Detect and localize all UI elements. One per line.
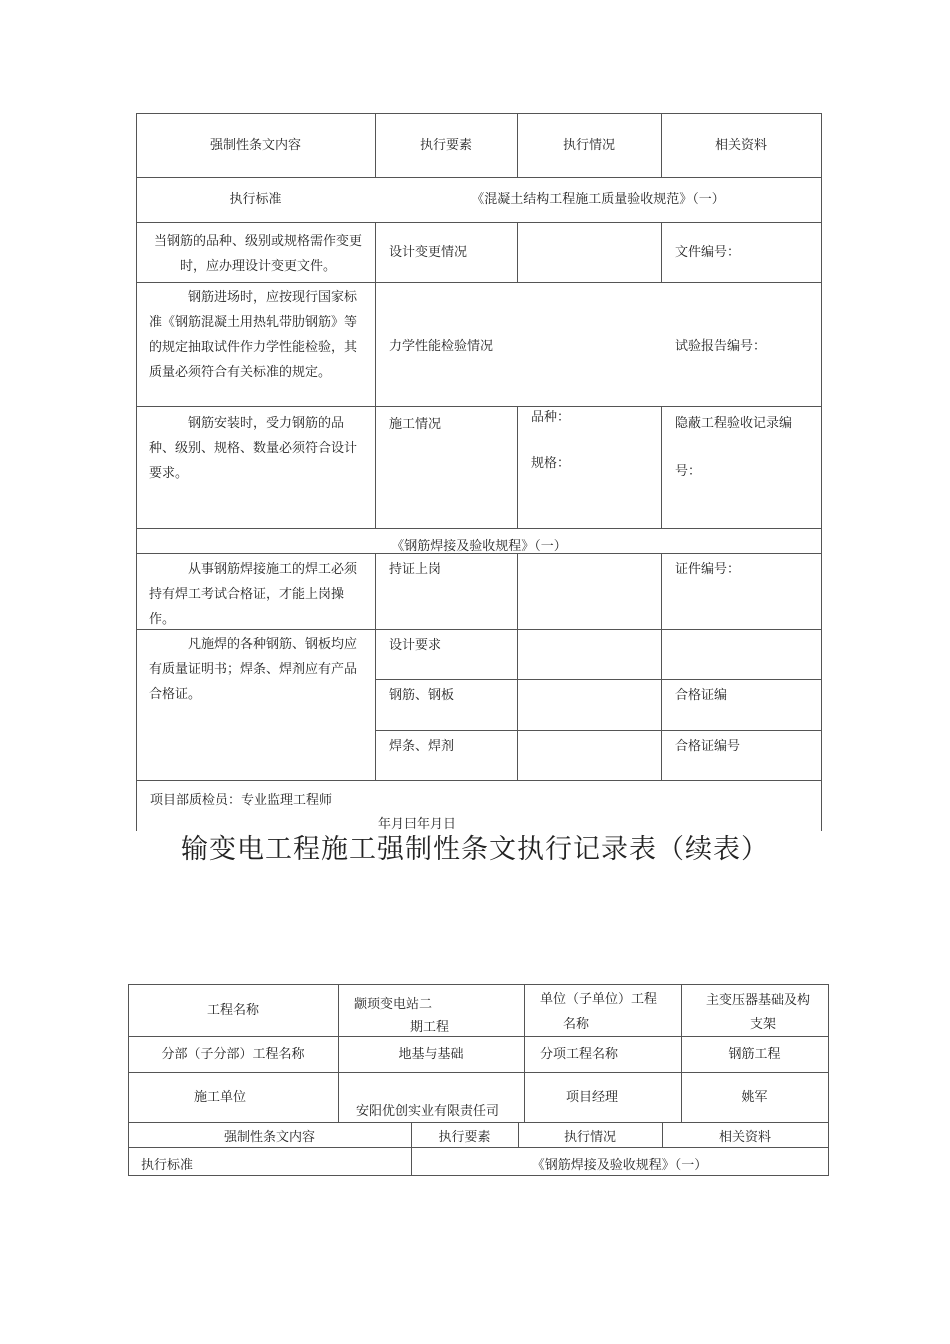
table-border bbox=[661, 553, 662, 780]
header-status: 执行情况 bbox=[562, 138, 615, 153]
docs-text: 隐蔽工程验收记录编 bbox=[675, 416, 793, 431]
table-border bbox=[661, 406, 662, 528]
item-value: 钢筋工程 bbox=[728, 1047, 781, 1062]
header-clause: 强制性条文内容 bbox=[209, 138, 301, 153]
element-text: 焊条、焊剂 bbox=[389, 739, 455, 754]
header-status: 执行情况 bbox=[563, 1130, 616, 1145]
table-border bbox=[128, 1036, 829, 1037]
unit-name-label: 单位（子单位）工程 bbox=[540, 992, 658, 1007]
table-border bbox=[136, 113, 137, 831]
header-element: 执行要素 bbox=[438, 1130, 491, 1145]
docs-text: 合格证编 bbox=[675, 688, 728, 703]
division-value: 地基与基础 bbox=[398, 1047, 464, 1062]
clause-text: 凡施焊的各种钢筋、钢板均应有质量证明书；焊条、焊剂应有产品合格证。 bbox=[149, 637, 358, 702]
table-border bbox=[821, 113, 822, 831]
signature-line: 项目部质检员：专业监理工程师 bbox=[150, 793, 333, 808]
table-border bbox=[136, 113, 822, 114]
header-docs: 相关资料 bbox=[718, 1130, 771, 1145]
clause-text: 从事钢筋焊接施工的焊工必须持有焊工考试合格证，才能上岗操作。 bbox=[149, 562, 358, 627]
standard-name: 《钢筋焊接及验收规程》（一） bbox=[531, 1158, 708, 1173]
table-border bbox=[375, 222, 376, 528]
project-name-label: 工程名称 bbox=[206, 1003, 259, 1018]
table-border bbox=[136, 177, 822, 178]
docs-text: 证件编号： bbox=[675, 562, 741, 577]
table-border bbox=[517, 222, 518, 282]
contractor-label: 施工单位 bbox=[193, 1090, 246, 1105]
table-border bbox=[828, 984, 829, 1176]
element-text: 施工情况 bbox=[389, 417, 442, 432]
date-line: 年月曰年月日 bbox=[378, 817, 457, 832]
element-text: 设计变更情况 bbox=[389, 245, 468, 260]
element-text: 持证上岗 bbox=[389, 562, 442, 577]
standard-label: 执行标准 bbox=[229, 192, 282, 207]
clause-text: 钢筋进场时，应按现行国家标准《钢筋混凝土用热轧带肋钢筋》等的规定抽取试件作力学性能检验，其质量必须符合有关标准的规定。 bbox=[149, 290, 358, 380]
header-docs: 相关资料 bbox=[714, 138, 767, 153]
header-element: 执行要素 bbox=[419, 138, 472, 153]
table-border bbox=[136, 406, 822, 407]
unit-name-value: 支架 bbox=[750, 1017, 777, 1032]
unit-name-label: 名称 bbox=[563, 1017, 590, 1032]
table-border bbox=[136, 528, 822, 529]
table-border bbox=[375, 553, 376, 780]
status-variety: 品种： bbox=[531, 410, 571, 425]
table-border bbox=[136, 222, 822, 223]
table-border bbox=[128, 984, 829, 985]
element-text: 钢筋、钢板 bbox=[389, 688, 455, 703]
table-border bbox=[517, 553, 518, 780]
element-text: 设计要求 bbox=[389, 638, 442, 653]
document-title: 输变电工程施工强制性条文执行记录表（续表） bbox=[181, 834, 769, 865]
item-label: 分项工程名称 bbox=[540, 1047, 619, 1062]
project-name-value: 期工程 bbox=[410, 1020, 450, 1035]
manager-label: 项目经理 bbox=[565, 1090, 618, 1105]
project-name-value: 颛顼变电站二 bbox=[354, 997, 433, 1012]
contractor-value: 安阳优创实业有限责任司 bbox=[356, 1104, 500, 1119]
docs-text: 文件编号： bbox=[675, 245, 741, 260]
table-border bbox=[375, 679, 822, 680]
table-border bbox=[375, 730, 822, 731]
table-border bbox=[517, 406, 518, 528]
status-spec: 规格： bbox=[531, 456, 571, 471]
unit-name-value: 主变压器基础及构 bbox=[706, 993, 811, 1008]
clause-text: 当钢筋的品种、级别或规格需作变更时，应办理设计变更文件。 bbox=[153, 234, 362, 274]
table-border bbox=[136, 780, 822, 781]
header-clause: 强制性条文内容 bbox=[223, 1130, 315, 1145]
standard-name: 《钢筋焊接及验收规程》（一） bbox=[391, 539, 567, 554]
docs-text: 号： bbox=[675, 464, 702, 479]
clause-text: 钢筋安装时，受力钢筋的品种、级别、规格、数量必须符合设计要求。 bbox=[149, 416, 358, 481]
manager-value: 姚军 bbox=[741, 1090, 768, 1105]
docs-text: 试验报告编号： bbox=[675, 339, 767, 354]
docs-text: 合格证编号 bbox=[675, 739, 741, 754]
standard-name: 《混凝土结构工程施工质量验收规范》（一） bbox=[471, 192, 725, 207]
table-border bbox=[136, 282, 822, 283]
table-border bbox=[661, 222, 662, 282]
division-label: 分部（子分部）工程名称 bbox=[161, 1047, 305, 1062]
element-text: 力学性能检验情况 bbox=[389, 339, 494, 354]
table-border bbox=[128, 1072, 829, 1073]
standard-label: 执行标准 bbox=[141, 1158, 194, 1173]
